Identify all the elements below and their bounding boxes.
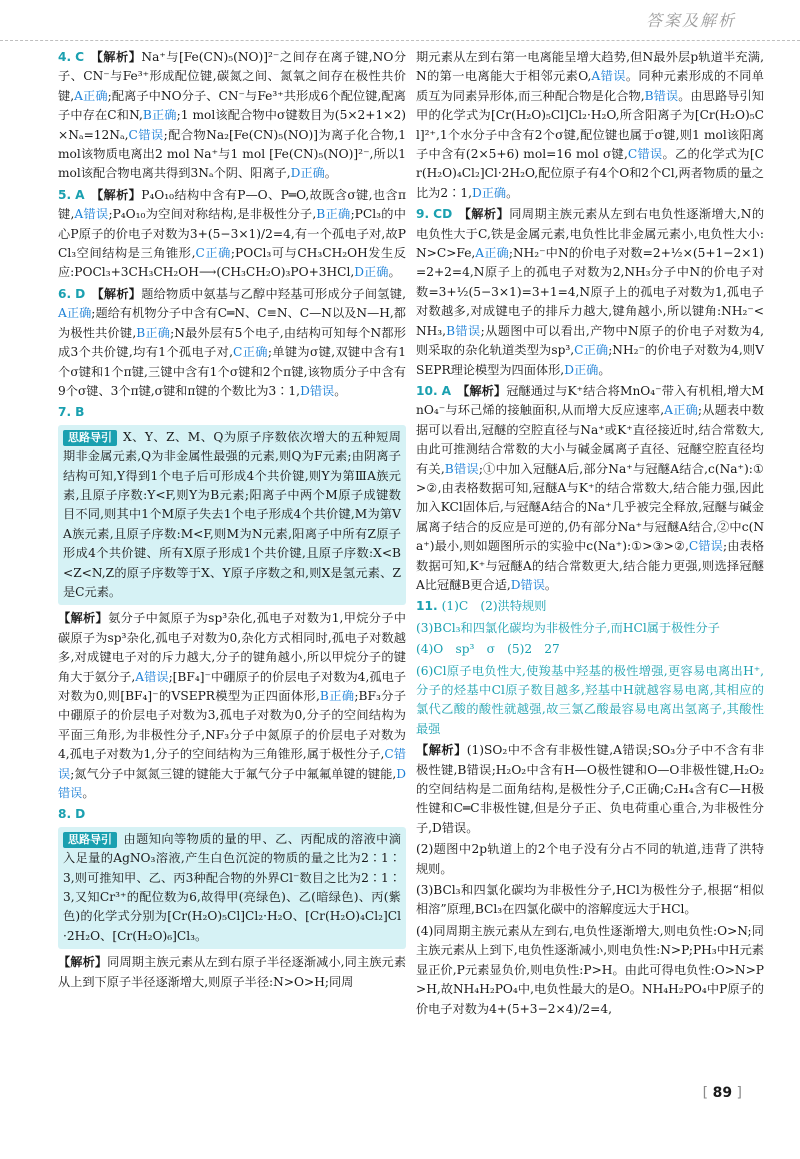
q5-judge-a: A错误 [74,207,109,222]
q6-text-1: 题给物质中氨基与乙醇中羟基可形成分子间氢键, [141,286,407,301]
q4-answer: C [75,50,85,64]
q7-judge-d: D错误 [58,766,407,801]
q9-analysis-tag: 【解析】 [458,207,510,222]
question-6 [58,285,406,401]
q7-judge-c: C错误 [58,747,406,781]
q9-text-1: 同周期主族元素从左到右电负性逐渐增大,N的电负性大于C,铁是金属元素,电负性比非金属元素小,电负性大小:N>C>Fe, [416,207,765,261]
q4-judge-b: B正确 [142,108,177,123]
q11-explain-4: (4)同周期主族元素从左到右,电负性逐渐增大,则电负性:O>N;同主族元素从上到下,电负性逐渐减小,则电负性:N>P;PH₃中H元素显正价,P元素显负价,则电负性:P>H。由此可得电负性:O>N>P>H,故NH₄H₂PO₄中,电负性最大的是O。NH₄H₂PO₄中P原子的价电子对数为4+(5+3−2×4)/2=4, [416,923,764,1016]
q10-judge-d: D错误 [510,577,545,592]
question-9 [416,205,764,380]
q10-text-5: 。 [544,577,558,592]
q7-text-2: ;[BF₄]⁻中硼原子的价层电子对数为4,孤电子对数为0,则[BF₄]⁻的VSEPR模型为正四面体形, [58,669,406,703]
q7-text-1: 氨分子中氮原子为sp³杂化,孤电子对数为1,甲烷分子中碳原子为sp³杂化,孤电子对数为0,杂化方式相同时,孤电子对数越多,对成键电子对的斥力越大,分子的键角越小,所以甲烷分子的键角大于氨分子, [58,611,406,684]
q8c-text-5: 。 [506,185,519,200]
q4-text-1: Na⁺与[Fe(CN)₅(NO)]²⁻之间存在离子键,NO分子、CN⁻与Fe³⁺形成配位键,碳氮之间、氮氧之间存在极性共价键, [58,50,407,103]
question-7-header [58,403,406,422]
q10-analysis-tag: 【解析】 [457,383,507,398]
q11-explain-3: (3)BCl₃和四氯化碳均为非极性分子,HCl为极性分子,根据“相似相溶”原理,BCl₃在四氯化碳中的溶解度远大于HCl。 [416,883,764,917]
q8-number: 8. [58,807,72,822]
q7-text-5: 。 [82,786,95,801]
question-8-analysis [58,953,406,992]
question-8-header [58,805,406,824]
q7-number: 7. [58,405,72,420]
q7-text-4: ;氮气分子中氮氮三键的键能大于氟气分子中氟氟单键的键能, [70,766,397,781]
q10-text-2: ;从题表中数据可以看出,冠醚的空腔直径与Na⁺或K⁺直径接近时,结合常数大,由此可推测结合常数的大小与碱金属离子直径、冠醚空腔直径均有关, [416,403,764,476]
question-11-answer-1 [416,597,764,616]
q9-judge-b: B错误 [446,323,481,338]
question-5 [58,186,406,283]
q4-text-4: ;配合物Na₂[Fe(CN)₅(NO)]为离子化合物,1 mol该物质电离出2 mol Na⁺与1 mol [Fe(CN)₅(NO)]²⁻,所以1 mol该配合物电离共得到3Nₐ个阴、阳离子, [58,127,406,181]
q10-text-3: ;①中加入冠醚A后,部分Na⁺与冠醚A结合,c(Na⁺):①>②,由表格数据可知,冠醚A与K⁺的结合常数大,结合能力强,因此加入KCl固体后,与冠醚A结合的Na⁺几乎被完全释放,冠醚与碱金属离子结合的反应是可逆的,仍有部分Na⁺与冠醚A结合,②中c(Na⁺)最小,则如题图所示的实验中c(Na⁺):①>③>②, [416,461,764,554]
q6-judge-c: C正确 [233,345,268,360]
q8c-text-4: 。乙的化学式为[Cr(H₂O)₄Cl₂]Cl·2H₂O,配位原子有4个O和2个Cl,两者物质的量之比为2∶1, [416,147,764,200]
q5-text-3: ;PCl₃的中心P原子的价电子对数为3+(5−3×1)/2=4,有一个孤电子对,故PCl₃空间结构是三角锥形, [58,207,406,261]
q6-judge-a: A正确 [58,306,92,321]
q4-judge-c: C错误 [128,127,164,142]
q8c-text-3: 。由思路导引知甲的化学式为[Cr(H₂O)₅Cl]Cl₂·H₂O,所含阳离子为[Cr(H₂O)₅Cl]²⁺,1个水分子中含有2个σ键,配位键也属于σ键,则1 mol该阳离子中含有(2×5+6) mol=16 mol σ键, [416,88,765,162]
q6-text-3: ;N最外层有5个电子,由结构可知每个N都形成3个共价键,均有1个孤电子对, [58,325,406,360]
q9-text-2: ;NH₂⁻中N的价电子对数=2+½×(5+1−2×1)=2+2=4,N原子上的孤电子对数为2,NH₃分子中N的价电子对数=3+½(5−3×1)=3+1=4,N原子上的孤电子对数为1,孤电子对数越多,对成键电子的排斥力越大,键角越小,所以键角:NH₂⁻<NH₃, [416,246,764,338]
q8c-judge-d: D正确 [471,185,507,200]
left-column [58,48,406,994]
q5-answer: A [75,187,85,202]
header-title: 答案及解析 [645,11,736,30]
q4-text-3: ;1 mol该配合物中σ键数目为(5×2+1×2)×Nₐ=12Nₐ, [58,108,406,142]
question-7-analysis [58,609,406,803]
q7-text-3: ;BF₃分子中硼原子的价层电子对数为3,孤电子对数为0,分子的空间结构为平面三角形,为非极性分子,NF₃分子中氮原子的价层电子对数为4,孤电子对数为1,分子的空间结构为三角锥形,属于极性分子, [58,689,406,762]
q11-analysis-tag: 【解析】 [416,743,467,758]
question-10 [416,382,764,595]
q9-text-4: ;NH₂⁻的价电子对数为4,则VSEPR理论模型为四面体形, [416,343,764,377]
q6-judge-d: D错误 [300,383,335,398]
q8c-text-1: 期元素从左到右第一电离能呈增大趋势,但N最外层p轨道半充满,N的第一电离能大于相邻元素O, [416,50,764,84]
q4-analysis-tag: 【解析】 [90,50,142,64]
q10-judge-a: A正确 [664,403,698,418]
q7-guide-text: X、Y、Z、M、Q为原子序数依次增大的五种短周期非金属元素,Q为非金属性最强的元素,则Q为F元素;由阴离子结构可知,Y得到1个电子后可形成4个共价键,则Y为第ⅢA族元素,且原子序数:Y<F,则Y为B元素;阳离子中两个M原子成键数目不同,则其中1个M原子失去1个电子形成4个共价键,M为第ⅤA族元素,且原子序数:M<F,则M为N元素,阳离子中所有Z原子形成4个共价键、所有X原子形成1个共价键,且原子序数:X<B<Z<N,Z的原子序数等于X、Y原子序数之和,则X是氢元素、Z是C元素。 [63,429,401,599]
q5-analysis-tag: 【解析】 [90,187,142,202]
q6-number: 6. [58,286,72,301]
q7-guide-box [58,425,406,606]
q8c-text-2: 。同种元素形成的不同单质互为同素异形体,而三种配合物是化合物, [416,69,764,103]
q9-judge-a: A正确 [475,246,509,261]
q9-number: 9. [416,207,430,222]
q10-judge-c: C错误 [688,539,723,554]
q10-answer: A [441,383,452,398]
q7-judge-b: B正确 [319,689,355,703]
q5-judge-d: D正确 [354,265,389,280]
q7-guide-label: 思路导引 [63,430,117,446]
q9-judge-d: D正确 [564,362,599,377]
q10-judge-b: B错误 [444,461,479,476]
q10-number: 10. [416,383,438,398]
q11-answer-6: (6)Cl原子电负性大,使羧基中羟基的极性增强,更容易电离出H⁺,分子的烃基中Cl原子数目越多,羟基中H就越容易电离,其相应的氯代乙酸的酸性就越强,故三氯乙酸最容易电离出氢离子,其酸性最强 [416,663,764,736]
q8c-judge-b: B错误 [644,88,679,103]
page-number [703,1085,742,1101]
q4-judge-d: D正确 [290,166,325,181]
q5-text-5: 。 [388,265,401,280]
question-8-continued [416,48,764,203]
q11-answer-3: (3)BCl₃和四氯化碳均为非极性分子,而HCl属于极性分子 [416,620,720,635]
q6-answer: D [75,286,86,301]
q5-text-4: ;POCl₃可与CH₃CH₂OH发生反应:POCl₃+3CH₃CH₂OH⟶(CH₃CH₂O)₃PO+3HCl, [58,246,406,280]
q8-guide-box [58,827,406,949]
q9-text-3: ;从题图中可以看出,产物中N原子的价电子对数为4,则采取的杂化轨道类型为sp³, [416,323,764,358]
page-number-bracket-right: ] [732,1085,742,1101]
page-header [0,0,800,44]
q10-text-1: 冠醚通过与K⁺结合将MnO₄⁻带入有机相,增大MnO₄⁻与环己烯的接触面积,从而增大反应速率, [416,383,765,418]
q5-text-2: ;P₄O₁₀为空间对称结构,是非极性分子, [108,207,317,222]
q8-analysis-tag: 【解析】 [58,955,108,970]
q8-guide-label: 思路导引 [63,832,117,848]
q11-answer-4: (4)O sp³ σ (5)2 27 [416,642,560,657]
q4-number: 4. [58,50,72,64]
q7-answer: B [75,405,85,420]
q8c-judge-c: C错误 [627,147,663,162]
q5-text-1: P₄O₁₀结构中含有P—O、P═O,故既含σ键,也含π键, [58,187,406,222]
q11-explain-1-text: (1)SO₂中不含有非极性键,A错误;SO₃分子中不含有非极性键,B错误;H₂O₂中含有H—O极性键和O—O非极性键,H₂O₂的空间结构是二面角结构,是极性分子,C正确;C₂H₄含有C—H极性键和C═C非极性键,但是分子正、负电荷重心重合,为非极性分子,D错误。 [416,743,765,835]
q11-explain-2: (2)题图中2p轨道上的2个电子没有分占不同的轨道,违背了洪特规则。 [416,842,764,876]
q9-text-5: 。 [598,362,611,377]
q8-guide-text: 由题知向等物质的量的甲、乙、丙配成的溶液中滴入足量的AgNO₃溶液,产生白色沉淀的物质的量之比为2∶1∶3,则可推知甲、乙、丙3种配合物的外界Cl⁻数目之比为2∶1∶3,又知Cr³⁺的配位数为6,故得甲(亮绿色)、乙(暗绿色)、丙(紫色)的化学式分别为[Cr(H₂O)₅Cl]Cl₂·H₂O、[Cr(H₂O)₄Cl₂]Cl·2H₂O、[Cr(H₂O)₆]Cl₃。 [63,831,401,943]
q6-analysis-tag: 【解析】 [91,286,142,301]
q8-answer: D [75,807,86,822]
q11-answer-1: (1)C (2)洪特规则 [441,599,547,614]
page-number-value: 89 [712,1085,733,1101]
question-4 [58,48,406,184]
q4-text-2: ;配离子中NO分子、CN⁻与Fe³⁺共形成6个配位键,配离子中存在C和N, [58,88,406,123]
page-number-bracket-left: [ [702,1085,713,1101]
q8-text-1: 同周期主族元素从左到右原子半径逐渐减小,同主族元素从上到下原子半径逐渐增大,则原子半径:N>O>H;同周 [58,955,407,989]
q11-explain-1 [416,741,764,838]
q8c-judge-a: A错误 [591,69,626,84]
q11-number: 11. [416,599,438,614]
q5-judge-b: B正确 [316,207,351,222]
q10-text-4: ;由表格数据可知,K⁺与冠醚A的结合常数更大,结合能力更强,则选择冠醚A比冠醚B更合适, [416,539,765,592]
q5-number: 5. [58,187,72,202]
q4-judge-a: A正确 [74,88,108,103]
q7-analysis-tag: 【解析】 [58,611,109,626]
right-column [416,48,764,1021]
q6-text-5: 。 [334,383,347,398]
q6-text-4: ;单键为σ键,双键中含有1个σ键和1个π键,三键中含有1个σ键和2个π键,该物质分子中含有9个σ键、3个π键,σ键和π键的个数比为3∶1, [58,345,406,398]
q6-judge-b: B正确 [136,325,171,340]
q5-judge-c: C正确 [195,246,231,261]
q9-judge-c: C正确 [574,343,609,358]
q4-text-5: 。 [324,166,337,181]
header-divider [0,40,800,41]
q7-judge-a: A错误 [135,669,169,684]
q6-text-2: ;题给有机物分子中含有C═N、C≡N、C—N以及N—H,都为极性共价键, [58,306,406,340]
q9-answer: CD [433,207,453,222]
